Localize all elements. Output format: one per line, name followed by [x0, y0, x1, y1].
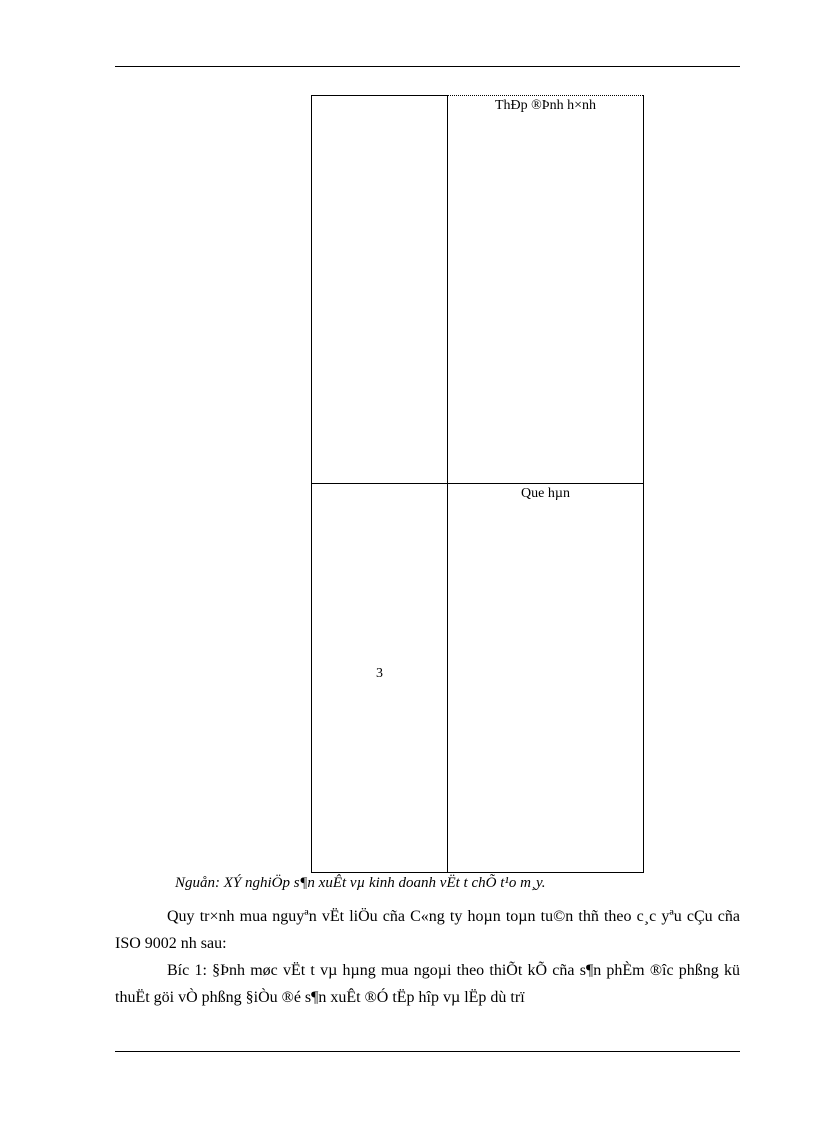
- body-paragraph: Quy tr×nh mua nguyªn vËt liÖu cña C«ng ty hoµn toµn tu©n thñ theo c¸c yªu cÇu cña ISO 9002 nh sau:: [115, 908, 740, 952]
- materials-table: [311, 95, 644, 873]
- table-cell-steel: ThÐp ®Þnh h×nh: [495, 98, 596, 113]
- table-row-divider: [312, 483, 643, 484]
- table-cell-number: 3: [376, 666, 383, 681]
- header-rule: [115, 66, 740, 67]
- table-source-caption: Nguån: XÝ nghiÖp s¶n xuÊt vµ kinh doanh vËt t chÕ t¹o m¸y.: [175, 875, 546, 891]
- footer-rule: [115, 1051, 740, 1052]
- body-paragraph: Bíc 1: §Þnh møc vËt t vµ hµng mua ngoµi theo thiÕt kÕ cña s¶n phÈm ®îc phßng kü thuËt göi vÒ phßng §iÒu ®é s¶n xuÊt ®Ó tËp hîp vµ lËp dù trï: [115, 962, 740, 1006]
- table-top-border: [312, 95, 448, 96]
- table-top-border-dotted: [448, 95, 643, 96]
- table-cell-welding-rod: Que hµn: [521, 486, 570, 501]
